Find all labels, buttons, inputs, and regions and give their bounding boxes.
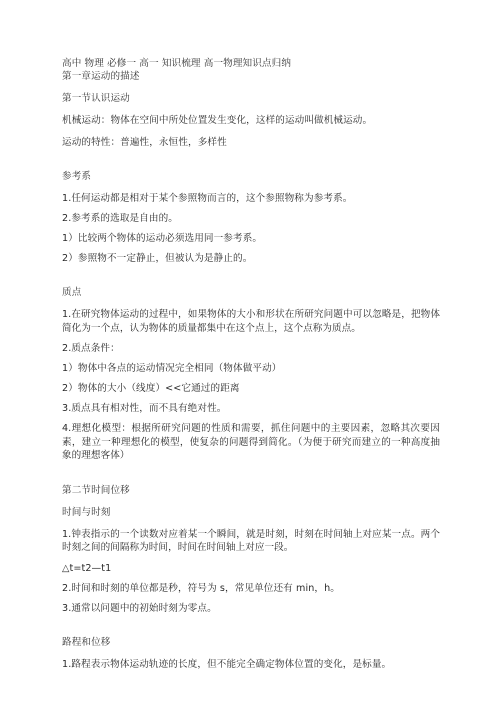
list-item: 2.参考系的选取是自由的。 [62,213,178,224]
list-item: 1）比较两个物体的运动必须选用同一参考系。 [62,233,263,244]
chapter-title: 第一章运动的描述 [62,71,140,82]
section-title: 第二节时间位移 [62,484,130,496]
subsection-title: 时间与时刻 [62,506,111,518]
list-item: 1.路程表示物体运动轨迹的长度，但不能完全确定物体位置的变化，是标量。 [62,658,392,670]
subsection-title: 参考系 [62,171,92,182]
list-item: 4.理想化模型：根据所研究问题的性质和需要，抓住问题中的主要因素，忽略其次要因素，建立一种理想化的模型，使复杂的问题得到简化。（为便于研究而建立的一种高度抽象的理想客体） [62,423,440,461]
list-item: 1.钟表指示的一个读数对应着某一个瞬间，就是时刻，时刻在时间轴上对应某一点。两个时刻之间的间隔称为时间，时间在时间轴上对应一段。 [62,528,440,553]
list-item: 2.质点条件： [62,343,120,354]
list-item: 2.时间和时刻的单位都是秒，符号为 s，常见单位还有 min，h。 [62,582,340,594]
list-item: 3.通常以问题中的初始时刻为零点。 [62,602,217,614]
list-item: 1.在研究物体运动的过程中，如果物体的大小和形状在所研究问题中可以忽略是，把物体简化为一个点，认为物体的质量都集中在这个点上，这个点称为质点。 [62,309,440,334]
list-item: 1.任何运动都是相对于某个参照物而言的，这个参照物称为参考系。 [62,193,353,204]
subsection-title: 质点 [62,287,82,298]
list-item: 2）物体的大小（线度）<<它通过的距离 [62,383,240,394]
document-page [62,57,440,671]
formula: △t=t2—t1 [62,562,112,574]
section-title: 第一节认识运动 [62,93,130,104]
subsection-title: 路程和位移 [62,636,111,648]
list-item: 3.质点具有相对性，而不具有绝对性。 [62,403,227,414]
breadcrumb: 高中 物理 必修一 高一 知识梳理 高一物理知识点归纳 [62,58,292,69]
list-item: 1）物体中各点的运动情况完全相同（物体做平动） [62,363,282,374]
paragraph: 机械运动：物体在空间中所处位置发生变化，这样的运动叫做机械运动。 [62,115,373,126]
paragraph: 运动的特性：普遍性，永恒性，多样性 [62,137,227,148]
list-item: 2）参照物不一定静止，但被认为是静止的。 [62,253,253,264]
